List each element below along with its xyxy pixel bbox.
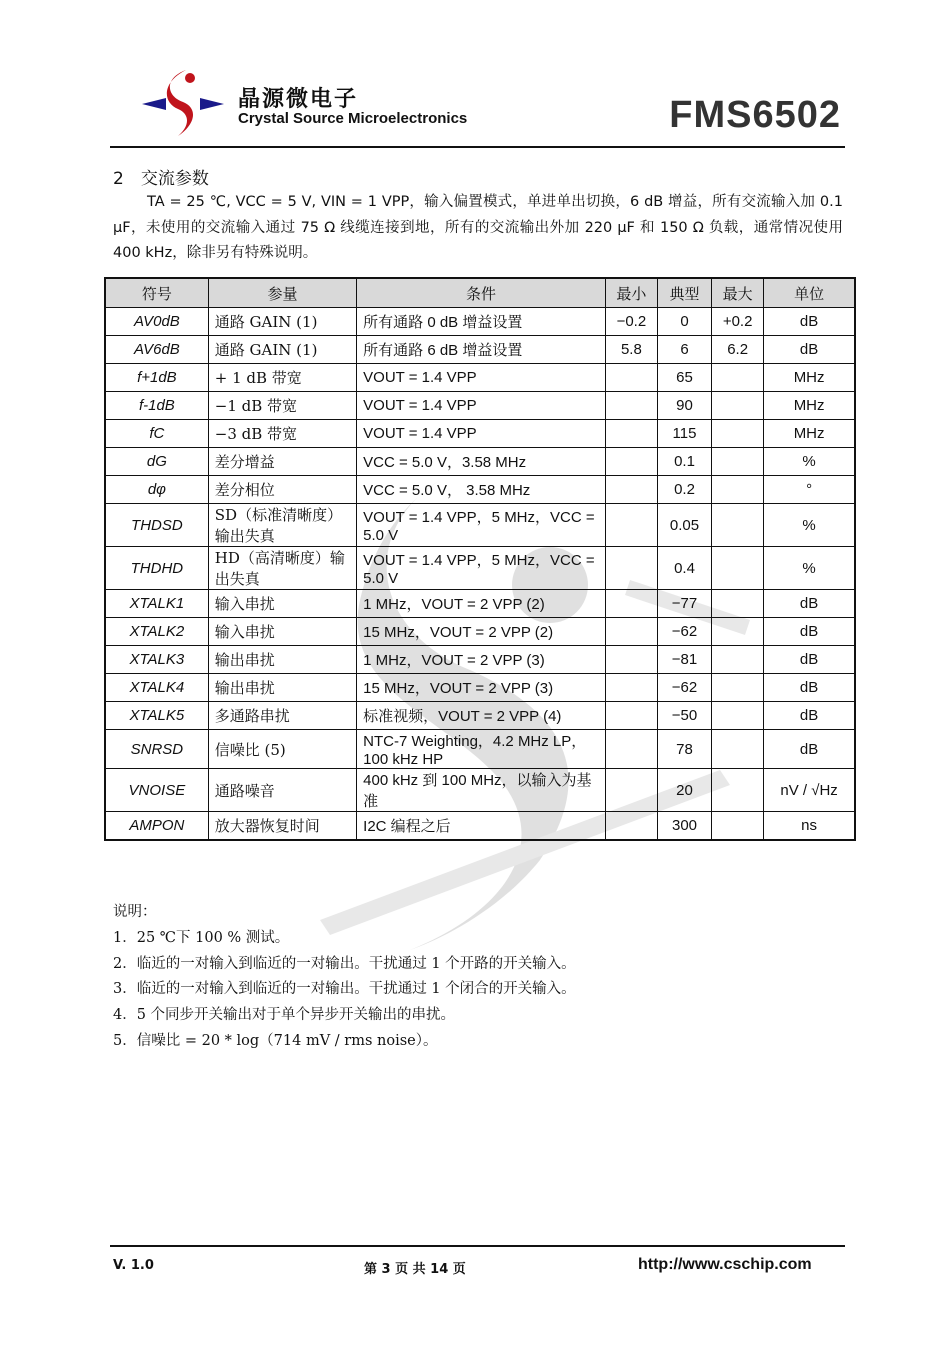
cell-typ: 300 [657, 812, 711, 841]
cell-param: −3 dB 带宽 [208, 420, 356, 448]
cell-condition: VOUT = 1.4 VPP [357, 364, 606, 392]
cell-symbol: SNRSD [105, 730, 208, 769]
cell-param: 输出串扰 [208, 674, 356, 702]
cell-max [712, 420, 764, 448]
cell-max [712, 590, 764, 618]
table-row [105, 476, 855, 504]
cell-symbol: dG [105, 448, 208, 476]
cell-symbol: AMPON [105, 812, 208, 841]
cell-symbol: XTALK3 [105, 646, 208, 674]
notes [113, 900, 576, 1055]
col-header-max: 最大 [712, 278, 764, 308]
cell-symbol: AV6dB [105, 336, 208, 364]
cell-unit: dB [764, 590, 855, 618]
table-body [105, 308, 855, 841]
cell-condition: VCC = 5.0 V， 3.58 MHz [357, 476, 606, 504]
cell-symbol: XTALK1 [105, 590, 208, 618]
cell-max [712, 730, 764, 769]
col-header-min: 最小 [605, 278, 657, 308]
cell-typ: 90 [657, 392, 711, 420]
cell-unit: dB [764, 674, 855, 702]
cell-max [712, 646, 764, 674]
col-header-typ: 典型 [657, 278, 711, 308]
cell-condition: VOUT = 1.4 VPP [357, 392, 606, 420]
cell-symbol: VNOISE [105, 769, 208, 812]
cell-unit: MHz [764, 420, 855, 448]
cell-typ: 6 [657, 336, 711, 364]
cell-param: 输入串扰 [208, 618, 356, 646]
cell-unit: dB [764, 308, 855, 336]
cell-typ: 65 [657, 364, 711, 392]
cell-min [605, 364, 657, 392]
col-header-unit: 单位 [764, 278, 855, 308]
cell-min [605, 392, 657, 420]
cell-condition: VOUT = 1.4 VPP，5 MHz，VCC = 5.0 V [357, 547, 606, 590]
cell-min [605, 769, 657, 812]
cell-condition: 15 MHz，VOUT = 2 VPP (2) [357, 618, 606, 646]
cell-unit: dB [764, 336, 855, 364]
cell-unit: % [764, 448, 855, 476]
cell-symbol: XTALK2 [105, 618, 208, 646]
table-row [105, 702, 855, 730]
cell-max [712, 392, 764, 420]
cell-symbol: XTALK5 [105, 702, 208, 730]
cell-max: +0.2 [712, 308, 764, 336]
cell-condition: 所有通路 6 dB 增益设置 [357, 336, 606, 364]
table-row [105, 308, 855, 336]
company-name-cn: 晶源微电子 [238, 87, 359, 112]
cell-param: 输出串扰 [208, 646, 356, 674]
cell-condition: 400 kHz 到 100 MHz，以输入为基准 [357, 769, 606, 812]
note-item: 1．25 ℃下 100 % 测试。 [113, 929, 290, 946]
table-row [105, 364, 855, 392]
cell-unit: dB [764, 730, 855, 769]
cell-symbol: f-1dB [105, 392, 208, 420]
cell-unit: ns [764, 812, 855, 841]
cell-condition: 15 MHz，VOUT = 2 VPP (3) [357, 674, 606, 702]
table-row [105, 812, 855, 841]
cell-param: 信噪比 (5) [208, 730, 356, 769]
cell-condition: 所有通路 0 dB 增益设置 [357, 308, 606, 336]
note-item: 5．信噪比 = 20 * log（714 mV / rms noise）。 [113, 1032, 438, 1049]
cell-typ: −62 [657, 618, 711, 646]
cell-max [712, 364, 764, 392]
cell-max [712, 476, 764, 504]
cell-symbol: f+1dB [105, 364, 208, 392]
cell-symbol: THDSD [105, 504, 208, 547]
table-row [105, 618, 855, 646]
cell-max [712, 812, 764, 841]
cell-typ: 0.4 [657, 547, 711, 590]
cell-min [605, 504, 657, 547]
footer-page-number: 第 3 页 共 14 页 [364, 1262, 466, 1277]
cell-param: + 1 dB 带宽 [208, 364, 356, 392]
table-row [105, 420, 855, 448]
cell-condition: NTC-7 Weighting，4.2 MHz LP，100 kHz HP [357, 730, 606, 769]
table-row [105, 392, 855, 420]
cell-unit: ° [764, 476, 855, 504]
cell-max [712, 702, 764, 730]
cell-unit: dB [764, 702, 855, 730]
cell-symbol: dφ [105, 476, 208, 504]
cell-min [605, 618, 657, 646]
cell-typ: 0.05 [657, 504, 711, 547]
cell-min [605, 547, 657, 590]
note-item: 4．5 个同步开关输出对于单个异步开关输出的串扰。 [113, 1007, 456, 1024]
cell-param: 多通路串扰 [208, 702, 356, 730]
cell-param: 放大器恢复时间 [208, 812, 356, 841]
cell-min: −0.2 [605, 308, 657, 336]
cell-param: HD（高清晰度）输出失真 [208, 547, 356, 590]
cell-condition: VCC = 5.0 V，3.58 MHz [357, 448, 606, 476]
cell-min [605, 812, 657, 841]
cell-typ: 78 [657, 730, 711, 769]
cell-min [605, 476, 657, 504]
cell-symbol: XTALK4 [105, 674, 208, 702]
cell-min [605, 646, 657, 674]
cell-condition: 标准视频，VOUT = 2 VPP (4) [357, 702, 606, 730]
cell-typ: 0.1 [657, 448, 711, 476]
cell-min [605, 730, 657, 769]
cell-max [712, 674, 764, 702]
footer-url[interactable]: http://www.cschip.com [638, 1256, 812, 1273]
cell-condition: I2C 编程之后 [357, 812, 606, 841]
cell-typ: −50 [657, 702, 711, 730]
model-number: FMS6502 [669, 94, 841, 136]
cell-min [605, 448, 657, 476]
cell-max [712, 547, 764, 590]
section-intro [113, 190, 843, 267]
cell-typ: 0.2 [657, 476, 711, 504]
section-title: 2 交流参数 [113, 169, 209, 189]
cell-unit: dB [764, 646, 855, 674]
table-row [105, 547, 855, 590]
table-row [105, 646, 855, 674]
cell-condition: VOUT = 1.4 VPP [357, 420, 606, 448]
intro-text: TA = 25 ℃, VCC = 5 V, VIN = 1 VPP，输入偏置模式，单进单出切换，6 dB 增益，所有交流输入加 0.1 μF，未使用的交流输入通过 75 Ω 线缆连接到地，所有的交流输出外加 220 μF 和 150 Ω 负载，通常情况使用 400 kHz，除非另有特殊说明。 [113, 194, 843, 261]
cell-max [712, 769, 764, 812]
cell-condition: 1 MHz，VOUT = 2 VPP (3) [357, 646, 606, 674]
cell-param: 输入串扰 [208, 590, 356, 618]
ac-parameters-table [104, 277, 856, 841]
cell-param: 通路 GAIN (1) [208, 336, 356, 364]
cell-param: 通路 GAIN (1) [208, 308, 356, 336]
table-row [105, 730, 855, 769]
cell-typ: −62 [657, 674, 711, 702]
table-row [105, 448, 855, 476]
footer-divider [110, 1245, 845, 1247]
table-row [105, 504, 855, 547]
cell-condition: 1 MHz，VOUT = 2 VPP (2) [357, 590, 606, 618]
cell-min [605, 674, 657, 702]
cell-unit: MHz [764, 392, 855, 420]
cell-unit: % [764, 547, 855, 590]
cell-param: −1 dB 带宽 [208, 392, 356, 420]
col-header-param: 参量 [208, 278, 356, 308]
cell-max [712, 504, 764, 547]
page-header [110, 60, 845, 148]
cell-param: 通路噪音 [208, 769, 356, 812]
cell-unit: nV / √Hz [764, 769, 855, 812]
cell-min [605, 420, 657, 448]
cell-symbol: AV0dB [105, 308, 208, 336]
cell-typ: 0 [657, 308, 711, 336]
cell-min [605, 702, 657, 730]
company-name-en: Crystal Source Microelectronics [238, 110, 468, 127]
footer-version: V. 1.0 [113, 1258, 154, 1273]
notes-title: 说明： [113, 904, 157, 920]
note-item: 2．临近的一对输入到临近的一对输出。干扰通过 1 个开路的开关输入。 [113, 955, 576, 972]
cell-max: 6.2 [712, 336, 764, 364]
cell-symbol: fC [105, 420, 208, 448]
table-row [105, 590, 855, 618]
cell-param: SD（标准清晰度）输出失真 [208, 504, 356, 547]
cell-unit: dB [764, 618, 855, 646]
cell-typ: 20 [657, 769, 711, 812]
table-row [105, 769, 855, 812]
cell-typ: −77 [657, 590, 711, 618]
table-header-row [105, 278, 855, 308]
note-item: 3．临近的一对输入到临近的一对输出。干扰通过 1 个闭合的开关输入。 [113, 981, 576, 998]
cell-param: 差分增益 [208, 448, 356, 476]
cell-param: 差分相位 [208, 476, 356, 504]
cell-min: 5.8 [605, 336, 657, 364]
cell-max [712, 448, 764, 476]
cell-typ: −81 [657, 646, 711, 674]
col-header-symbol: 符号 [105, 278, 208, 308]
table-row [105, 336, 855, 364]
cell-min [605, 590, 657, 618]
table-row [105, 674, 855, 702]
cell-unit: MHz [764, 364, 855, 392]
cell-typ: 115 [657, 420, 711, 448]
cell-max [712, 618, 764, 646]
cell-unit: % [764, 504, 855, 547]
cell-symbol: THDHD [105, 547, 208, 590]
col-header-condition: 条件 [357, 278, 606, 308]
company-logo-icon [128, 64, 236, 140]
cell-condition: VOUT = 1.4 VPP，5 MHz，VCC = 5.0 V [357, 504, 606, 547]
